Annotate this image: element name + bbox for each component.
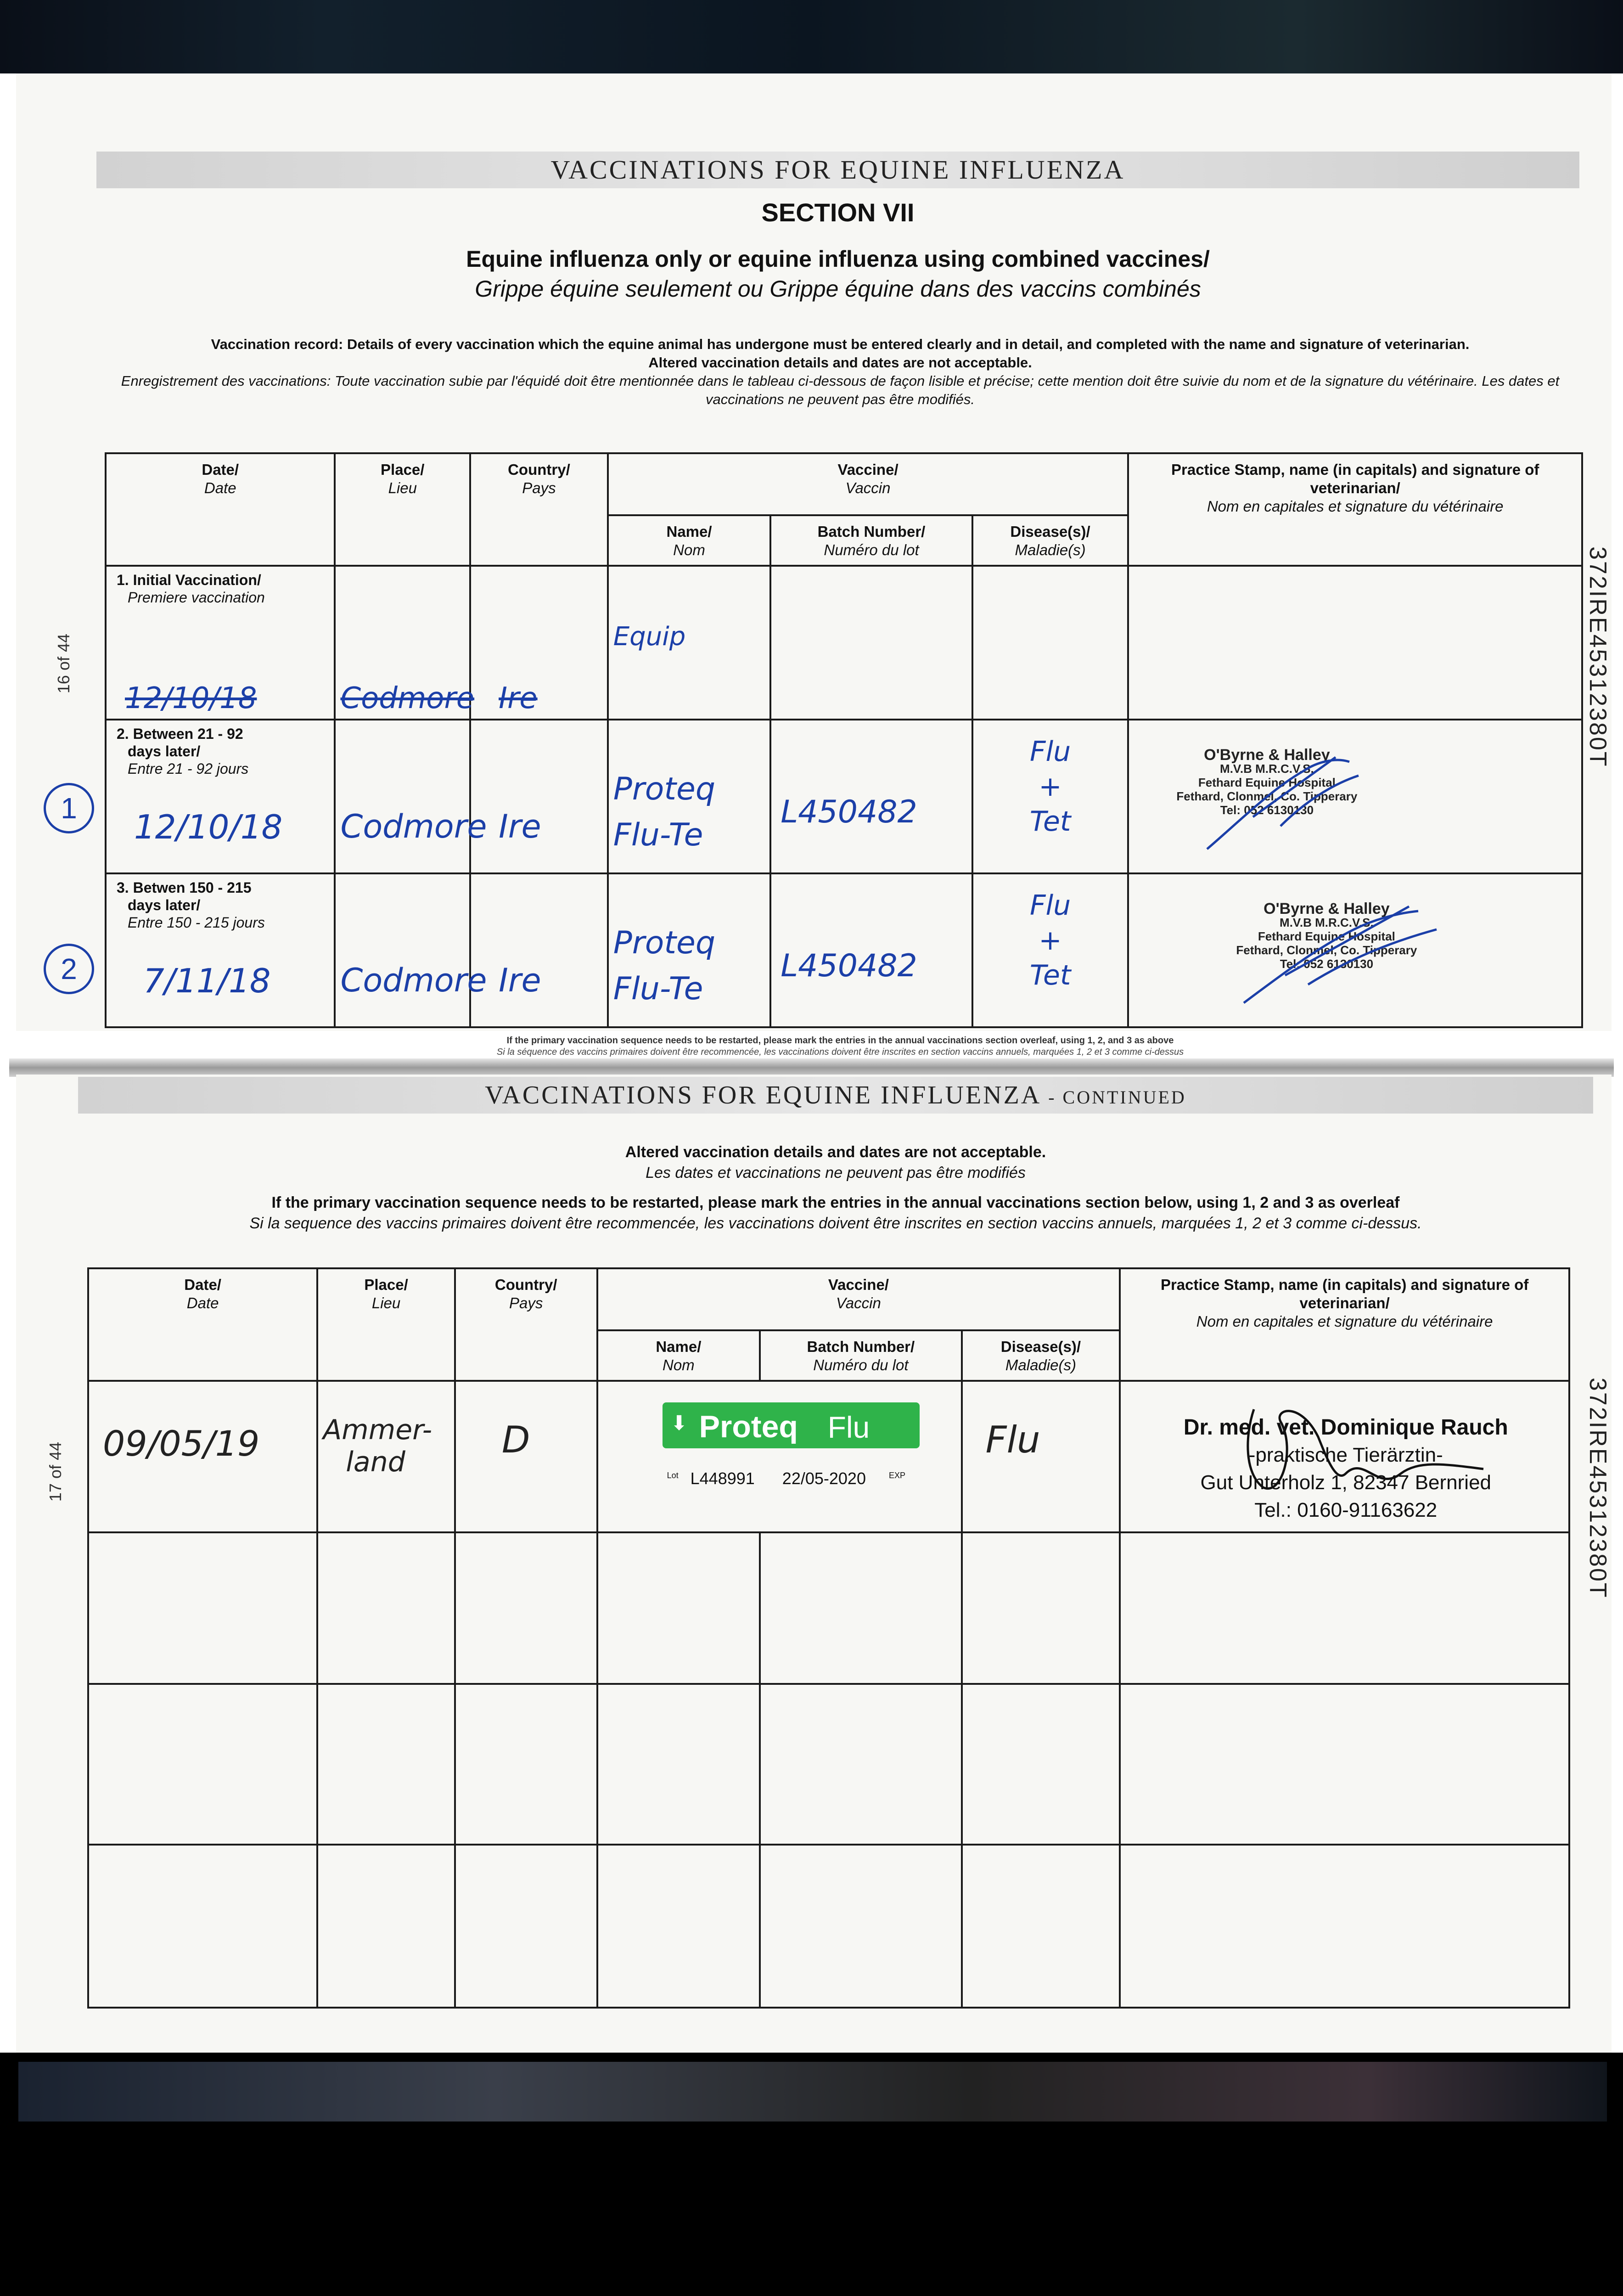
cell-empty — [88, 1845, 317, 2008]
cell-empty — [1120, 1532, 1569, 1684]
expiry-value: 22/05-2020 — [782, 1469, 866, 1488]
section-banner-continued — [78, 1077, 1593, 1114]
cell-practice — [1120, 1381, 1569, 1532]
cell-practice — [1128, 566, 1582, 720]
table-row — [88, 1845, 1569, 2008]
exp-suffix: EXP — [888, 1471, 906, 1480]
cell-name — [608, 720, 771, 873]
cell-empty — [88, 1532, 317, 1684]
cell-place — [317, 1381, 455, 1532]
header-date: Date/ Date — [106, 453, 335, 566]
table-row — [106, 566, 1582, 720]
date-value: 12/10/18 — [134, 808, 283, 846]
cell-place — [335, 566, 475, 720]
cell-disease — [962, 1381, 1120, 1532]
banner-continued: - CONTINUED — [1048, 1087, 1186, 1108]
instructions-en: Vaccination record: Details of every vaccination which the equine animal has undergone must be entered clearly and in detail, and completed with the name and signature of veterinarian. — [211, 336, 1470, 352]
cell-empty — [317, 1845, 455, 2008]
name-value-2: Flu-Te — [613, 817, 703, 853]
header-date: Date/ Date — [88, 1268, 317, 1381]
cell-empty — [317, 1684, 455, 1845]
footer-note-en: If the primary vaccination sequence needs to be restarted, please mark the entries in the annual vaccinations section overleaf, using 1, 2, and 3 as above — [506, 1035, 1174, 1046]
cell-practice — [1128, 720, 1582, 873]
cell-empty — [597, 1532, 760, 1684]
lot-prefix: Lot — [667, 1471, 679, 1480]
header-disease: Disease(s)/ Maladie(s) — [972, 515, 1129, 566]
header-disease: Disease(s)/ Maladie(s) — [962, 1330, 1120, 1381]
country-value: Ire — [499, 962, 541, 999]
instructions — [106, 335, 1575, 409]
instructions-fr: Enregistrement des vaccinations: Toute vaccination subie par l'équidé doit être mentionnée dans le tableau ci-dessous de façon lisible et précise; cette mention doit être suivie du nom et de la signature du vétérinaire. Les dates et vaccinations ne peuvent pas être modifiés. — [121, 373, 1560, 407]
page-number: 17 of 44 — [46, 1442, 65, 1502]
name-value: Proteq — [613, 925, 715, 961]
cell-place — [335, 720, 487, 873]
side-code: 372IRE45312380T — [1584, 546, 1611, 768]
sticker-brand: Proteq — [699, 1409, 798, 1444]
row-label: 3. Betwen 150 - 215 days later/ Entre 150 - 215 jours — [117, 879, 265, 931]
header-practice: Practice Stamp, name (in capitals) and signature of veterinarian/ Nom en capitales et signature du vétérinaire — [1128, 453, 1582, 566]
cell-place — [335, 873, 487, 1027]
instructions-en-2: Altered vaccination details and dates are not acceptable. — [648, 355, 1032, 371]
date-value: 7/11/18 — [143, 962, 271, 1000]
sticker-lot-row — [667, 1469, 988, 1488]
altered-note-en: Altered vaccination details and dates are not acceptable. — [625, 1143, 1046, 1161]
vet-title: -praktische Tierärztin- — [1248, 1444, 1443, 1466]
place-value: Codmore — [340, 808, 487, 845]
banner-title: VACCINATIONS FOR EQUINE INFLUENZA — [550, 155, 1125, 185]
vaccination-table-primary — [105, 452, 1583, 1028]
cell-empty — [760, 1684, 961, 1845]
cell-disease — [972, 566, 1129, 720]
date-value: 12/10/18 — [125, 681, 257, 715]
cell-country — [470, 720, 608, 873]
vet-address: Gut Unterholz 1, 82347 Bernried — [1200, 1471, 1492, 1494]
batch-value: L450482 — [781, 794, 917, 830]
cell-country — [470, 873, 608, 1027]
cell-name — [608, 873, 771, 1027]
place-value: Ammer- land — [323, 1414, 432, 1478]
signature-stroke — [1235, 897, 1450, 1007]
cell-empty — [455, 1532, 597, 1684]
header-country: Country/ Pays — [470, 453, 608, 566]
row-label: 1. Initial Vaccination/ Premiere vaccination — [117, 572, 265, 606]
practice-stamp: O'Byrne & Halley M.V.B M.R.C.V.S. Fethard Equine Hospital Fethard, Clonmel, Co. Tipperary Tel: 052 6130130 — [1176, 746, 1358, 817]
page-number: 16 of 44 — [54, 634, 73, 694]
cell-empty — [1120, 1684, 1569, 1845]
restart-note-en: If the primary vaccination sequence needs to be restarted, please mark the entries in the annual vaccinations section below, using 1, 2 and 3 as overleaf — [271, 1194, 1400, 1211]
sticker-product: Flu — [827, 1410, 870, 1444]
header-place: Place/ Lieu — [335, 453, 470, 566]
country-value: D — [501, 1418, 530, 1461]
place-value: Codmore — [340, 962, 487, 999]
cell-date — [106, 720, 335, 873]
cell-date — [106, 873, 335, 1027]
footer-note-fr: Si la séquence des vaccins primaires doivent être recommencée, les vaccinations doivent être inscrites en section vaccins annuels, marquées 1, 2 et 3 comme ci-dessus — [496, 1047, 1184, 1057]
cell-batch — [770, 720, 972, 873]
section-banner — [96, 152, 1579, 188]
header-place: Place/ Lieu — [317, 1268, 455, 1381]
row-label: 2. Between 21 - 92 days later/ Entre 21 - 92 jours — [117, 726, 249, 777]
vaccine-sticker — [663, 1402, 920, 1448]
sequence-marker-2: 2 — [44, 944, 94, 994]
cell-empty — [962, 1684, 1120, 1845]
header-vaccine: Vaccine/ Vaccin — [608, 453, 1129, 515]
cell-empty — [597, 1845, 760, 2008]
cell-country — [470, 566, 608, 720]
drop-icon: ⬇ — [670, 1412, 688, 1435]
cell-batch — [770, 566, 972, 720]
sequence-marker-1: 1 — [44, 783, 94, 833]
name-value: Equip — [613, 622, 686, 652]
cell-empty — [88, 1684, 317, 1845]
subtitle-en: Equine influenza only or equine influenza using combined vaccines/ — [466, 246, 1210, 272]
scan-edge-strip — [18, 2062, 1607, 2122]
practice-stamp: O'Byrne & Halley M.V.B M.R.C.V.S. Fethard Equine Hospital Fethard, Clonmel, Co. Tipperary Tel: 052 6130130 — [1236, 900, 1417, 971]
header-vaccine: Vaccine/ Vaccin — [597, 1268, 1120, 1330]
header-name: Name/ Nom — [597, 1330, 760, 1381]
cell-empty — [760, 1845, 961, 2008]
table-row — [106, 873, 1582, 1027]
cell-empty — [1120, 1845, 1569, 2008]
book-spine — [9, 1058, 1614, 1077]
disease-value: Flu + Tet — [1029, 889, 1071, 991]
side-code: 372IRE45312380T — [1584, 1378, 1611, 1599]
vet-phone: Tel.: 0160-91163622 — [1254, 1499, 1438, 1521]
restart-note-fr: Si la sequence des vaccins primaires doivent être recommencée, les vaccinations doivent être inscrites en section vaccins annuels, marquées 1, 2 et 3 comme ci-dessus. — [249, 1215, 1422, 1232]
batch-value: L450482 — [781, 948, 917, 984]
table-row — [106, 720, 1582, 873]
signature-stroke — [1226, 1382, 1502, 1529]
cell-empty — [962, 1845, 1120, 2008]
header-name: Name/ Nom — [608, 515, 771, 566]
batch-value: L448991 — [690, 1469, 755, 1488]
header-batch: Batch Number/ Numéro du lot — [760, 1330, 961, 1381]
cell-name — [608, 566, 771, 720]
header-practice: Practice Stamp, name (in capitals) and signature of veterinarian/ Nom en capitales et signature du vétérinaire — [1120, 1268, 1569, 1381]
cell-disease — [972, 873, 1129, 1027]
name-value: Proteq — [613, 771, 715, 807]
cell-country — [455, 1381, 597, 1532]
vaccination-table-continued — [87, 1267, 1570, 2009]
table-row — [88, 1532, 1569, 1684]
cell-name-batch — [597, 1381, 962, 1532]
cell-empty — [760, 1532, 961, 1684]
signature-stroke — [1198, 748, 1382, 858]
place-value: Codmore — [340, 681, 475, 715]
cell-disease — [972, 720, 1129, 873]
cell-empty — [455, 1684, 597, 1845]
date-value: 09/05/19 — [103, 1423, 260, 1464]
name-value-2: Flu-Te — [613, 971, 703, 1007]
cell-practice — [1128, 873, 1582, 1027]
vet-name: Dr. med. vet. Dominique Rauch — [1183, 1415, 1508, 1440]
altered-note-fr: Les dates et vaccinations ne peuvent pas être modifiés — [646, 1164, 1026, 1182]
subtitle-fr: Grippe équine seulement ou Grippe équine dans des vaccins combinés — [475, 276, 1201, 302]
scan-border-top — [0, 0, 1623, 73]
table-row — [88, 1684, 1569, 1845]
cell-date — [106, 566, 335, 720]
disease-value: Flu + Tet — [1029, 736, 1071, 838]
cell-empty — [317, 1532, 455, 1684]
country-value: Ire — [499, 808, 541, 845]
cell-empty — [455, 1845, 597, 2008]
country-value: Ire — [499, 681, 538, 715]
banner-title: VACCINATIONS FOR EQUINE INFLUENZA — [485, 1081, 1040, 1109]
disease-value: Flu — [985, 1418, 1040, 1461]
cell-batch — [770, 873, 972, 1027]
table-row — [88, 1381, 1569, 1532]
header-batch: Batch Number/ Numéro du lot — [770, 515, 972, 566]
header-country: Country/ Pays — [455, 1268, 597, 1381]
cell-empty — [597, 1684, 760, 1845]
cell-date — [88, 1381, 317, 1532]
cell-empty — [962, 1532, 1120, 1684]
section-title: SECTION VII — [761, 198, 915, 227]
